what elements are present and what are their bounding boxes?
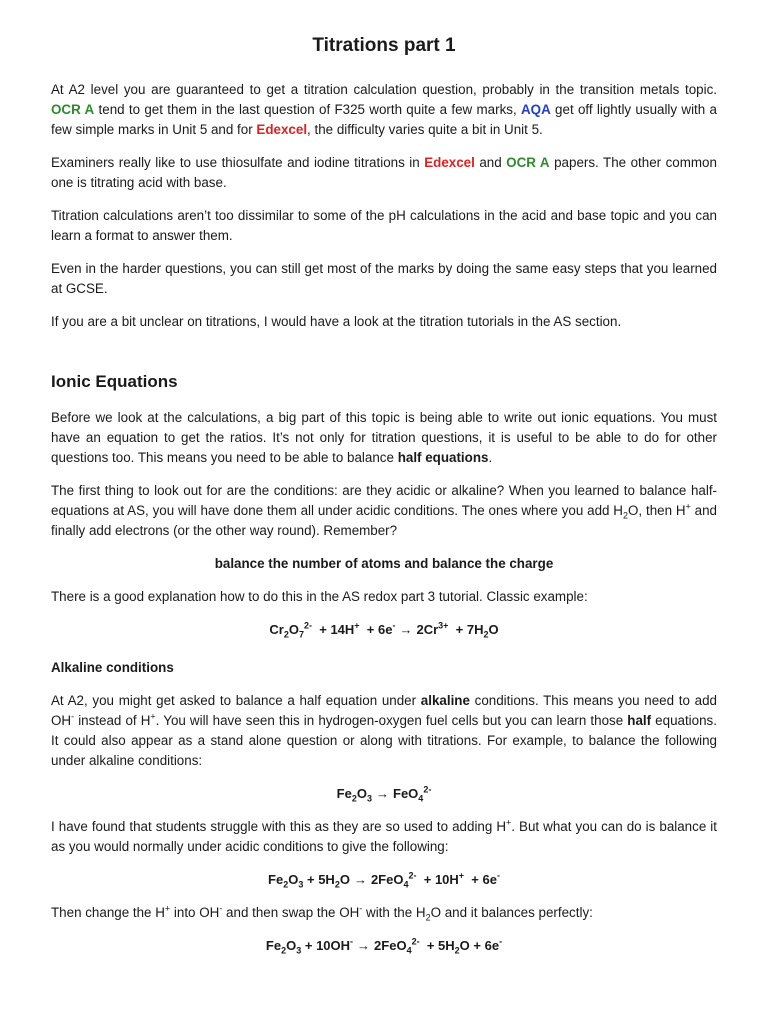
superscript: - [496,870,500,881]
alkaline-paragraph-2 [51,817,717,857]
subscript: 2 [281,945,287,956]
eq-term: + 10OH [304,938,351,953]
intro-paragraph-3: Titration calculations aren’t too dissimilar to some of the pH calculations in the acid and base topic and you can learn a format to answer them. [51,208,717,243]
superscript: 2- [408,870,417,881]
superscript: + [354,620,360,631]
subscript: 2 [483,629,489,640]
text: At A2, you might get asked to balance a half equation under [51,693,417,708]
ionic-paragraph-1 [51,408,717,468]
superscript: + [164,903,171,914]
eq-term: Fe [336,786,352,801]
superscript: + [685,501,691,512]
equation-dichromate [51,620,717,640]
text: I have found that students struggle with this as they are so used to adding H [51,819,507,834]
text: O and it balances perfectly: [430,905,593,920]
edexcel-label: Edexcel [424,155,475,170]
eq-term: O + 6e [459,938,500,953]
arrow-icon: → [357,938,371,953]
text: and [479,155,502,170]
bold-text: half [627,713,652,728]
page-title: Titrations part 1 [312,35,456,56]
text: instead of H [78,713,151,728]
text: tend to get them in the last question of F325 worth quite a few marks, [98,102,517,117]
eq-term: O [339,872,350,887]
subscript: 3 [298,879,304,890]
subscript: 2 [283,879,289,890]
text: Examiners really like to use thiosulfate and iodine titrations in [51,155,420,170]
intro-paragraph-1 [51,80,717,140]
equation-alkaline-balance [51,936,717,956]
subscript: 4 [406,945,412,956]
eq-term: O [356,786,367,801]
eq-term: O [488,622,499,637]
eq-term: Fe [268,872,284,887]
eq-term: + 6e [471,872,497,887]
aqa-label: AQA [520,102,551,117]
text: and finally add electrons (or the other way round). Remember? [51,503,717,538]
eq-term: 2FeO [370,872,404,887]
superscript: + [506,817,512,828]
eq-term: Cr [269,622,284,637]
subscript: 2 [351,793,357,804]
subscript: 2 [622,510,628,521]
eq-term: 2Cr [416,622,439,637]
ocr-a-label: OCR A [506,155,550,170]
text: equations. It could also appear as a stand alone question or along with titrations. For example, to balance the following under alkaline conditions: [51,713,717,768]
bold-text: half equations [397,450,489,465]
text: papers. The other common one is titrating acid with base. [51,155,717,190]
eq-term: O [288,872,299,887]
text: . But what you can do is balance it as you would normally under acidic conditions to give the following: [51,819,717,854]
superscript: 2- [303,620,312,631]
arrow-icon: → [353,872,367,887]
eq-term: + 6e [366,622,393,637]
subscript: 4 [403,879,409,890]
alkaline-paragraph-3 [51,903,717,923]
subscript: 2 [454,945,460,956]
bold-text: balance the number of atoms and balance the charge [214,556,554,571]
eq-term: FeO [393,786,419,801]
text: Then change the H [51,905,165,920]
superscript: - [219,903,223,914]
intro-paragraph-4: Even in the harder questions, you can still get most of the marks by doing the same easy steps that you learned at GCSE. [51,261,717,296]
document-page [51,30,717,956]
text: , the difficulty varies quite a bit in Unit 5. [307,122,543,137]
eq-term: + 5H [306,872,335,887]
arrow-icon: → [399,622,413,637]
text: O, then H [628,503,686,518]
ionic-paragraph-3: There is a good explanation how to do this in the AS redox part 3 tutorial. Classic example: [51,589,588,604]
superscript: 2- [423,784,432,795]
subscript: 3 [296,945,302,956]
text: and then swap the OH [226,905,360,920]
subheading-alkaline-conditions: Alkaline conditions [51,660,174,675]
intro-paragraph-5: If you are a bit unclear on titrations, I would have a look at the titration tutorials in the AS section. [51,314,622,329]
subscript: 2 [334,879,340,890]
text: . You will have seen this in hydrogen-oxygen fuel cells but you can learn those [155,713,624,728]
eq-term: + 14H [319,622,355,637]
superscript: 2- [411,936,420,947]
intro-paragraph-2 [51,153,717,193]
superscript: - [71,711,75,722]
superscript: - [499,936,503,947]
subscript: 2 [425,912,431,923]
ocr-a-label: OCR A [51,102,95,117]
superscript: + [150,711,156,722]
superscript: 3+ [438,620,449,631]
eq-term: + 10H [423,872,459,887]
superscript: + [458,870,465,881]
superscript: - [392,620,396,631]
text: get off lightly usually with a few simple marks in Unit 5 and for [51,102,717,137]
alkaline-paragraph-1 [51,691,717,771]
section-heading-ionic-equations: Ionic Equations [51,372,178,391]
equation-acidic-balance [51,870,717,890]
text: conditions. This means you need to add OH [51,693,717,728]
eq-term: + 7H [455,622,484,637]
eq-term: O [288,622,299,637]
subscript: 4 [418,793,424,804]
text: into OH [173,905,220,920]
subscript: 2 [283,629,289,640]
eq-term: Fe [265,938,282,953]
eq-term: 2FeO [374,938,407,953]
text: The first thing to look out for are the conditions: are they acidic or alkaline? When you learned to balance half-equations at AS, you will have done them all under acidic conditions. The ones where you add H [51,483,717,518]
subscript: 7 [298,629,304,640]
bold-text: alkaline [420,693,470,708]
text: . [488,450,493,465]
eq-term: O [286,938,297,953]
superscript: - [359,903,363,914]
balance-rule [51,554,717,574]
text: with the H [366,905,426,920]
arrow-icon: → [376,786,389,801]
equation-iron-oxide [51,784,717,804]
ionic-paragraph-2 [51,481,717,541]
subscript: 3 [366,793,372,804]
text: At A2 level you are guaranteed to get a titration calculation question, probably in the transition metals topic. [51,82,717,97]
superscript: - [350,936,354,947]
eq-term: + 5H [426,938,455,953]
text: Before we look at the calculations, a big part of this topic is being able to write out ionic equations. You must have an equation to get the ratios. It’s not only for titration questions, it is useful to be able to do for other questions too. This means you need to be able to balance [51,410,717,465]
edexcel-label: Edexcel [256,122,308,137]
